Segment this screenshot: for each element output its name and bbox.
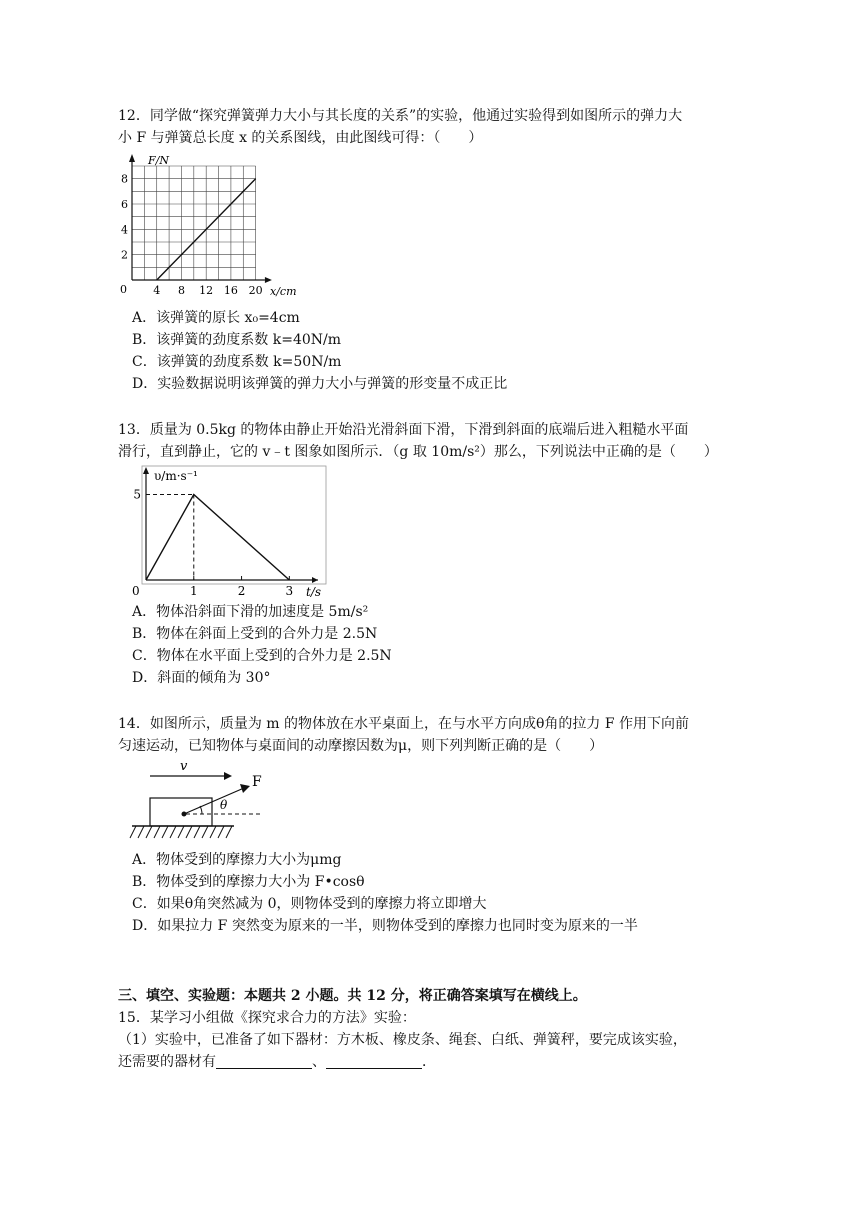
- q13-vt-chart: [128, 464, 338, 600]
- q13-axes: [143, 467, 318, 583]
- q13-stem-line1: 13．质量为 0.5kg 的物体由静止开始沿光滑斜面下滑，下滑到斜面的底端后进入粗糙水平面: [118, 422, 689, 438]
- q13-xlabel: t/s: [306, 585, 322, 599]
- q12-x-tick-label: 16: [223, 284, 238, 297]
- hatch-mark: [170, 826, 176, 838]
- q13-x-tick-label: 1: [189, 584, 198, 598]
- q12-option-c: C．该弹簧的劲度系数 k=50N/m: [132, 354, 342, 370]
- q13-origin: 0: [132, 584, 140, 598]
- q12-x-arrow: [265, 277, 272, 283]
- q13-tick-labels: [133, 488, 293, 598]
- q14-stem-line1: 14．如图所示，质量为 m 的物体放在水平桌面上，在与水平方向成θ角的拉力 F 作用下向前: [118, 716, 690, 732]
- q12-option-a: A．该弹簧的原长 x₀=4cm: [132, 310, 300, 326]
- q14-force-diagram: [128, 758, 278, 848]
- q12-axes: [129, 154, 272, 283]
- q15-line3-prefix: 还需要的器材有: [118, 1054, 216, 1070]
- hatch-mark: [202, 826, 208, 838]
- theta-label: θ: [220, 798, 228, 812]
- q15-line3-sep: 、: [312, 1054, 326, 1070]
- q12-x-tick-label: 8: [177, 284, 185, 297]
- q12-option-d: D．实验数据说明该弹簧的弹力大小与弹簧的形变量不成正比: [132, 376, 508, 392]
- q12-stem-line2: 小 F 与弹簧总长度 x 的关系图线，由此图线可得：（ ）: [118, 130, 483, 146]
- hatch-mark: [138, 826, 144, 838]
- q12-force-length-chart: [118, 150, 318, 300]
- q13-y-tick-label: 5: [133, 487, 141, 502]
- q13-x-tick-label: 2: [237, 584, 246, 598]
- q13-option-d: D．斜面的倾角为 30°: [132, 670, 271, 686]
- q14-option-a: A．物体受到的摩擦力大小为μmg: [132, 852, 342, 868]
- q12-y-tick-label: 6: [121, 198, 128, 211]
- q12-xlabel: x/cm: [270, 285, 297, 298]
- q15-answer-blank-1[interactable]: [216, 1054, 312, 1069]
- hatch-mark: [130, 826, 136, 838]
- q12-y-arrow: [129, 154, 135, 162]
- q13-frame: [142, 466, 326, 584]
- hatch-mark: [154, 826, 160, 838]
- hatch-mark: [210, 826, 216, 838]
- q13-series: [146, 495, 289, 580]
- q13-x-arrow: [312, 577, 318, 583]
- q13-y-arrow: [143, 467, 149, 474]
- q14-option-b: B．物体受到的摩擦力大小为 F•cosθ: [132, 874, 365, 890]
- q13-x-tick-label: 3: [285, 584, 294, 598]
- q12-x-tick-label: 12: [199, 284, 214, 297]
- ground-hatching: [130, 826, 232, 838]
- q13-option-a: A．物体沿斜面下滑的加速度是 5m/s²: [132, 604, 369, 620]
- hatch-mark: [226, 826, 232, 838]
- q12-y-tick-label: 8: [121, 172, 128, 186]
- q15-stem-line3: [118, 1052, 436, 1072]
- hatch-mark: [186, 826, 192, 838]
- q15-answer-blank-2[interactable]: [326, 1054, 422, 1069]
- velocity-arrowhead: [224, 772, 232, 780]
- velocity-label: v: [180, 759, 188, 774]
- section3-heading: 三、填空、实验题：本题共 2 小题。共 12 分，将正确答案填写在横线上。: [118, 988, 587, 1004]
- q12-ylabel: F/N: [148, 154, 169, 167]
- q13-ylabel: υ/m·s⁻¹: [154, 469, 198, 483]
- q13-stem-line2: 滑行，直到静止，它的 v﹣t 图象如图所示．（g 取 10m/s²）那么，下列说法中正确的是（ ）: [118, 444, 718, 460]
- q12-x-tick-label: 20: [248, 284, 263, 297]
- q12-origin: 0: [120, 283, 127, 296]
- q15-line3-end: ．: [422, 1054, 436, 1070]
- hatch-mark: [194, 826, 200, 838]
- q15-stem-line2: （1）实验中，已准备了如下器材：方木板、橡皮条、绳套、白纸、弹簧秤，要完成该实验，: [118, 1032, 687, 1048]
- q12-option-b: B．该弹簧的劲度系数 k=40N/m: [132, 332, 342, 348]
- q12-grid: [132, 166, 256, 280]
- q14-option-d: D．如果拉力 F 突然变为原来的一半，则物体受到的摩擦力也同时变为原来的一半: [132, 918, 638, 934]
- force-label: F: [252, 774, 262, 790]
- force-f-arrowhead: [240, 784, 250, 793]
- q15-stem-line1: 15．某学习小组做《探究求合力的方法》实验：: [118, 1010, 416, 1026]
- q12-y-tick-label: 2: [121, 248, 128, 262]
- q13-option-b: B．物体在斜面上受到的合外力是 2.5N: [132, 626, 378, 642]
- q12-y-tick-label: 4: [121, 223, 128, 237]
- q13-velocity-line: [146, 495, 289, 580]
- hatch-mark: [178, 826, 184, 838]
- block: [150, 798, 212, 826]
- q12-x-tick-label: 4: [153, 284, 161, 297]
- q14-option-c: C．如果θ角突然减为 0，则物体受到的摩擦力将立即增大: [132, 896, 487, 912]
- q13-option-c: C．物体在水平面上受到的合外力是 2.5N: [132, 648, 392, 664]
- q12-stem-line1: 12．同学做“探究弹簧弹力大小与其长度的关系”的实验，他通过实验得到如图所示的弹力大: [118, 108, 683, 124]
- hatch-mark: [218, 826, 224, 838]
- hatch-mark: [162, 826, 168, 838]
- hatch-mark: [146, 826, 152, 838]
- q14-stem-line2: 匀速运动，已知物体与桌面间的动摩擦因数为μ，则下列判断正确的是（ ）: [118, 738, 604, 754]
